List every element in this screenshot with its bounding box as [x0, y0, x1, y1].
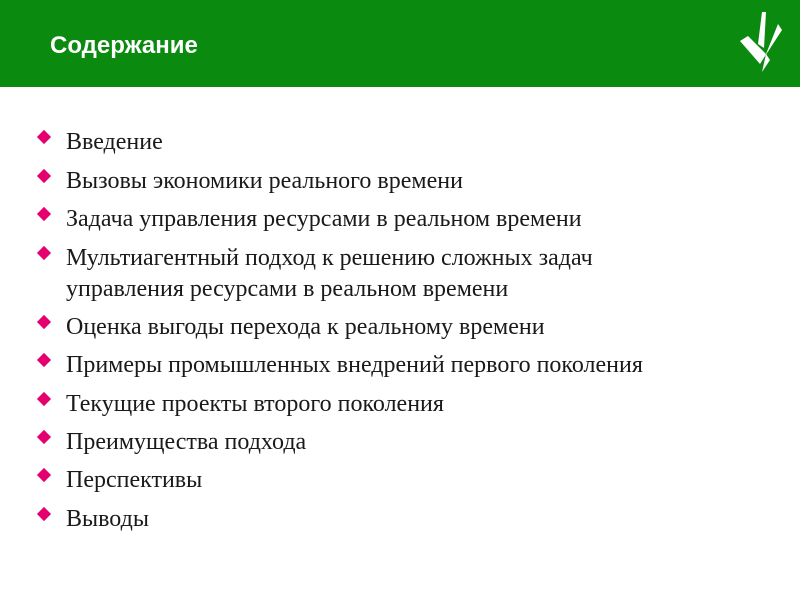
list-item [66, 465, 766, 496]
list-item [66, 504, 766, 535]
list-item-text-line-2: управления ресурсами в реальном времени [66, 276, 509, 302]
list-item-text: Перспективы [66, 467, 203, 493]
diamond-bullet-icon [37, 430, 51, 444]
list-item-text: Преимущества подхода [66, 429, 307, 455]
diamond-bullet-icon [37, 207, 51, 221]
diamond-bullet-icon [37, 507, 51, 521]
diamond-bullet-icon [37, 353, 51, 367]
list-item-text: Примеры промышленных внедрений первого поколения [66, 352, 643, 378]
list-item [66, 427, 766, 458]
list-item [66, 204, 766, 235]
list-item-text-line-1: Мультиагентный подход к решению сложных задач [66, 245, 593, 271]
diamond-bullet-icon [37, 468, 51, 482]
list-item-text: Текущие проекты второго поколения [66, 391, 444, 417]
slide-title: Содержание [50, 32, 198, 59]
list-item [66, 389, 766, 420]
list-item [66, 243, 766, 305]
list-item-text: Задача управления ресурсами в реальном времени [66, 206, 582, 232]
list-item [66, 127, 766, 158]
list-item-text: Оценка выгоды перехода к реальному времени [66, 314, 545, 340]
diamond-bullet-icon [37, 169, 51, 183]
list-item [66, 350, 766, 381]
diamond-bullet-icon [37, 246, 51, 260]
list-item-text: Выводы [66, 506, 149, 532]
list-item [66, 312, 766, 343]
diamond-bullet-icon [37, 392, 51, 406]
list-item [66, 166, 766, 197]
list-item-text: Вызовы экономики реального времени [66, 168, 463, 194]
diamond-bullet-icon [37, 130, 51, 144]
list-item-text: Введение [66, 129, 163, 155]
diamond-bullet-icon [37, 315, 51, 329]
